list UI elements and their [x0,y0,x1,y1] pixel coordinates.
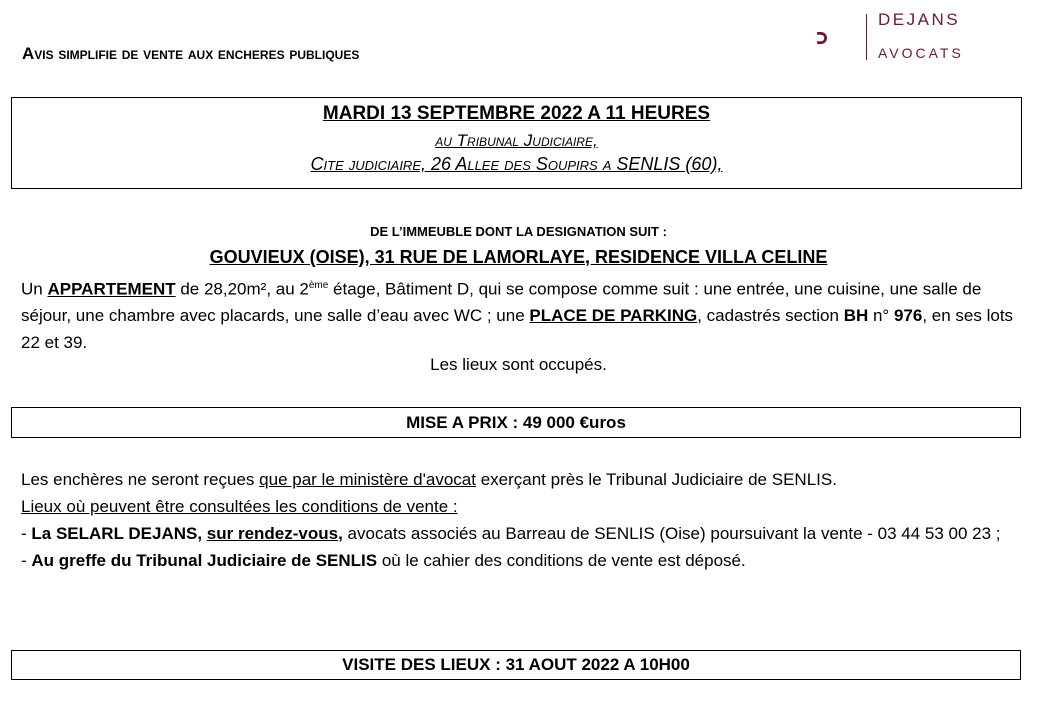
price-box [11,407,1021,438]
text: où le cahier des conditions de vente est déposé. [377,551,746,570]
logo-name: DEJANS [878,10,961,29]
desc-superscript: ème [308,280,329,291]
property-description [21,273,1017,356]
court-name: au Tribunal Judiciaire, [435,131,598,150]
desc-section: BH [843,306,869,326]
designation-label: DE L’IMMEUBLE DONT LA DESIGNATION SUIT : [370,224,667,239]
bid-condition [21,466,1017,493]
sale-date: MARDI 13 SEPTEMBRE 2022 A 11 HEURES [322,103,711,124]
desc-text: n° [868,306,894,326]
desc-text: de 28,20m², au 2 [175,279,309,299]
text: avocats associés au Barreau de SENLIS (Oise) poursuivant la vente - 03 44 53 00 23 ; [342,524,1001,543]
desc-text: , en ses lots 22 et 39. [21,306,1014,352]
desc-apartment: APPARTEMENT [47,279,176,299]
page-title [22,44,359,64]
consultation-heading: Lieux où peuvent être consultées les conditions de vente : [21,497,458,516]
text: , [338,524,343,543]
text: - [21,524,32,543]
conditions-section [21,466,1017,574]
logo-subtitle: AVOCATS [878,45,964,61]
lawyer-only: que par le ministère d'avocat [259,470,476,489]
occupancy-status: Les lieux sont occupés. [430,355,607,374]
court-address: Cite judiciaire, 26 Allee des Soupirs a SENLIS (60), [310,154,723,174]
desc-text: Un [21,279,48,299]
visit-date: VISITE DES LIEUX : 31 AOUT 2022 A 10H00 [342,655,690,674]
dejans-logo-icon [816,12,860,64]
appointment-note: sur rendez-vous [206,524,339,543]
consultation-item-1 [21,520,1017,547]
desc-parking: PLACE DE PARKING [529,306,698,326]
starting-price: MISE A PRIX : 49 000 €uros [406,413,626,432]
text: exerçant près le Tribunal Judiciaire de SENLIS. [475,470,837,489]
date-box [11,97,1022,189]
firm-name: La SELARL DEJANS, [31,524,207,543]
consultation-item-2 [21,547,1017,574]
property-address: GOUVIEUX (OISE), 31 RUE DE LAMORLAYE, RESIDENCE VILLA CELINE [209,247,828,267]
desc-text: , cadastrés section [697,306,844,326]
text: - [21,551,32,570]
page-title-text: Avis simplifie de vente aux encheres publiques [22,44,360,63]
desc-text: étage, Bâtiment D, qui se compose comme suit : une entrée, une cuisine, une salle de séjour, une chambre avec placards, une salle d’eau avec WC ; une [21,279,982,326]
desc-number: 976 [893,306,923,326]
logo-divider [866,14,867,60]
visit-box [11,650,1021,680]
text: Les enchères ne seront reçues [21,470,260,489]
court-registry: Au greffe du Tribunal Judiciaire de SENLIS [31,551,378,570]
